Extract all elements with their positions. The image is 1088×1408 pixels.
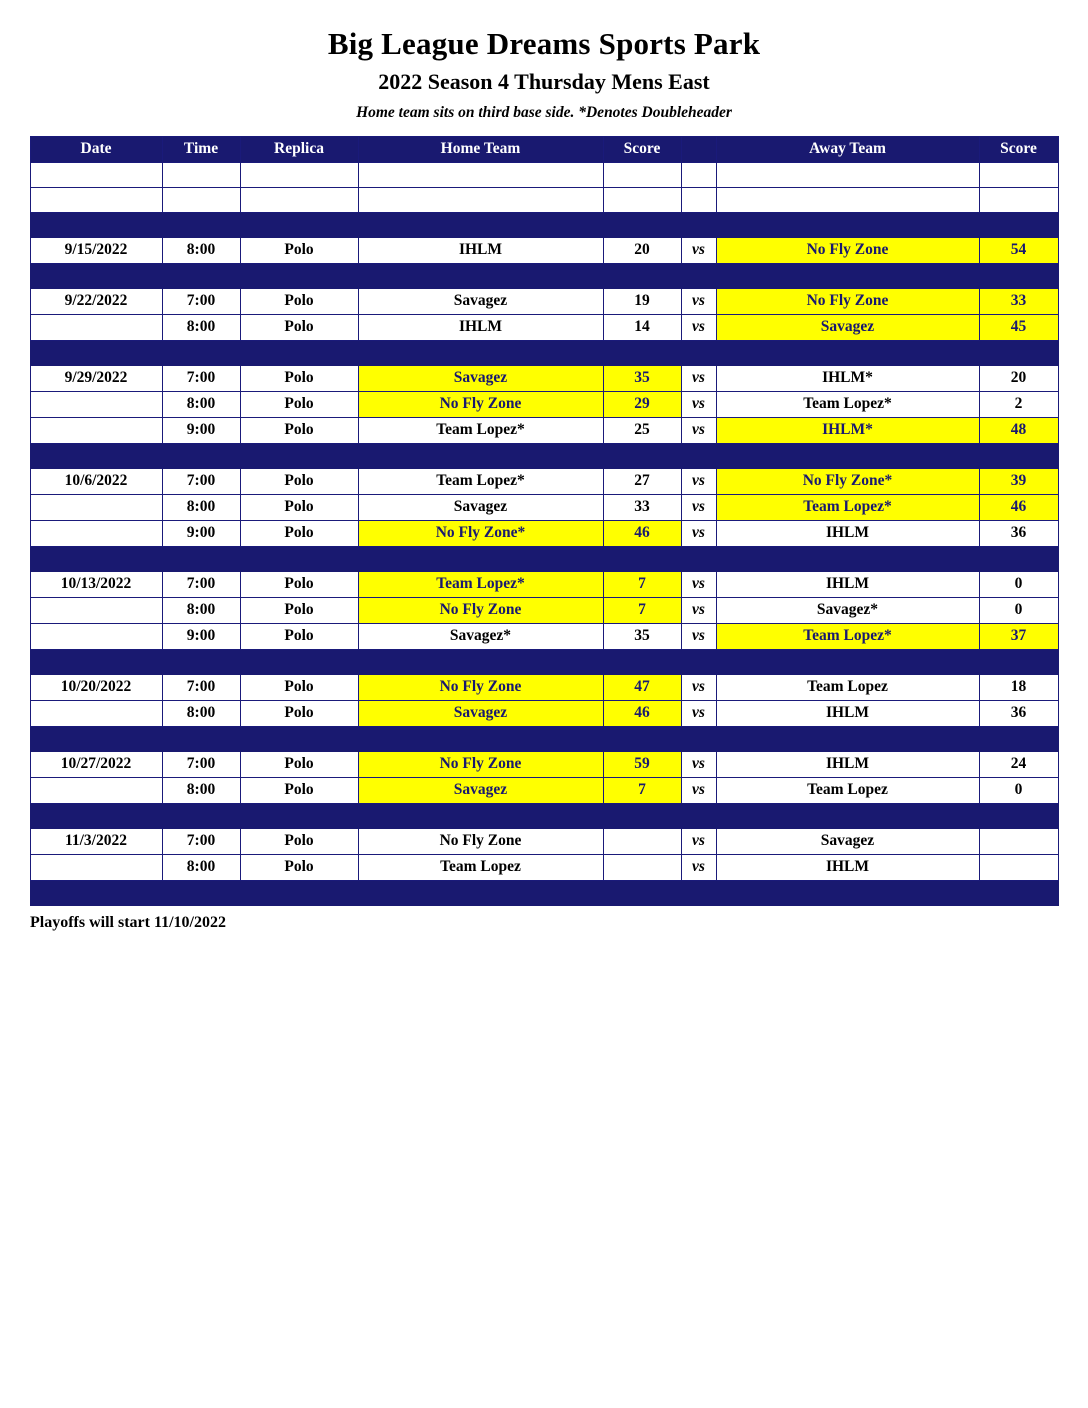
cell-home: Savagez: [358, 365, 603, 391]
separator-cell: [240, 880, 358, 905]
column-header-time: Time: [162, 136, 240, 162]
separator-cell: [30, 649, 162, 674]
blank-cell: [979, 162, 1058, 187]
table-row: [30, 597, 1058, 623]
cell-home: IHLM: [358, 314, 603, 340]
separator-cell: [30, 803, 162, 828]
page-subtitle: 2022 Season 4 Thursday Mens East: [378, 68, 710, 94]
cell-away_score: [979, 828, 1058, 854]
cell-away: Team Lopez: [716, 777, 979, 803]
separator-cell: [681, 546, 716, 571]
separator-row: [30, 443, 1058, 468]
separator-cell: [979, 649, 1058, 674]
separator-cell: [30, 263, 162, 288]
separator-row: [30, 263, 1058, 288]
separator-cell: [603, 443, 681, 468]
separator-cell: [681, 726, 716, 751]
cell-replica: Polo: [240, 597, 358, 623]
cell-date: 9/29/2022: [30, 365, 162, 391]
cell-away_score: 54: [979, 237, 1058, 263]
blank-cell: [716, 162, 979, 187]
table-row: [30, 828, 1058, 854]
cell-replica: Polo: [240, 674, 358, 700]
separator-cell: [162, 212, 240, 237]
cell-home: Team Lopez: [358, 854, 603, 880]
separator-cell: [358, 880, 603, 905]
cell-home_score: [603, 828, 681, 854]
cell-away_score: 37: [979, 623, 1058, 649]
cell-home_score: 25: [603, 417, 681, 443]
cell-away: Team Lopez*: [716, 623, 979, 649]
blank-cell: [358, 187, 603, 212]
cell-away_score: 0: [979, 571, 1058, 597]
separator-cell: [30, 212, 162, 237]
separator-cell: [716, 649, 979, 674]
blank-cell: [716, 187, 979, 212]
column-header-home-score: Score: [603, 136, 681, 162]
cell-time: 8:00: [162, 494, 240, 520]
cell-replica: Polo: [240, 417, 358, 443]
separator-cell: [30, 726, 162, 751]
separator-cell: [162, 263, 240, 288]
separator-cell: [603, 880, 681, 905]
cell-away_score: 0: [979, 777, 1058, 803]
blank-cell: [162, 187, 240, 212]
separator-cell: [358, 649, 603, 674]
separator-cell: [979, 726, 1058, 751]
cell-home: No Fly Zone: [358, 828, 603, 854]
separator-cell: [979, 546, 1058, 571]
cell-vs: vs: [681, 854, 716, 880]
cell-vs: vs: [681, 674, 716, 700]
separator-cell: [716, 803, 979, 828]
cell-home_score: 20: [603, 237, 681, 263]
blank-row: [30, 187, 1058, 212]
cell-vs: vs: [681, 597, 716, 623]
separator-cell: [30, 546, 162, 571]
cell-away: IHLM: [716, 520, 979, 546]
separator-cell: [30, 443, 162, 468]
cell-vs: vs: [681, 391, 716, 417]
separator-cell: [681, 212, 716, 237]
cell-home: IHLM: [358, 237, 603, 263]
table-row: [30, 571, 1058, 597]
column-header-away-score: Score: [979, 136, 1058, 162]
table-row: [30, 751, 1058, 777]
table-row: [30, 520, 1058, 546]
cell-date: [30, 854, 162, 880]
table-row: [30, 391, 1058, 417]
separator-cell: [716, 263, 979, 288]
cell-vs: vs: [681, 365, 716, 391]
cell-away: Team Lopez*: [716, 391, 979, 417]
separator-cell: [162, 726, 240, 751]
cell-replica: Polo: [240, 571, 358, 597]
separator-cell: [603, 803, 681, 828]
cell-replica: Polo: [240, 237, 358, 263]
cell-away_score: 36: [979, 520, 1058, 546]
cell-time: 8:00: [162, 391, 240, 417]
cell-replica: Polo: [240, 314, 358, 340]
cell-vs: vs: [681, 468, 716, 494]
cell-time: 8:00: [162, 854, 240, 880]
table-row: [30, 854, 1058, 880]
footer-note: Playoffs will start 11/10/2022: [30, 913, 226, 931]
blank-cell: [603, 162, 681, 187]
cell-away: IHLM: [716, 571, 979, 597]
cell-away_score: 33: [979, 288, 1058, 314]
cell-vs: vs: [681, 777, 716, 803]
separator-row: [30, 649, 1058, 674]
table-row: [30, 494, 1058, 520]
cell-home_score: 27: [603, 468, 681, 494]
cell-date: 10/6/2022: [30, 468, 162, 494]
separator-cell: [358, 263, 603, 288]
blank-cell: [30, 162, 162, 187]
cell-away: Savagez*: [716, 597, 979, 623]
table-row: [30, 288, 1058, 314]
cell-time: 9:00: [162, 520, 240, 546]
cell-home_score: 47: [603, 674, 681, 700]
cell-away: No Fly Zone: [716, 288, 979, 314]
cell-away_score: 18: [979, 674, 1058, 700]
cell-vs: vs: [681, 571, 716, 597]
cell-home_score: 7: [603, 571, 681, 597]
table-row: [30, 314, 1058, 340]
table-row: [30, 674, 1058, 700]
cell-vs: vs: [681, 520, 716, 546]
cell-away_score: 39: [979, 468, 1058, 494]
cell-away: Team Lopez*: [716, 494, 979, 520]
blank-cell: [162, 162, 240, 187]
separator-row: [30, 726, 1058, 751]
cell-away: Team Lopez: [716, 674, 979, 700]
cell-home_score: 29: [603, 391, 681, 417]
separator-cell: [603, 649, 681, 674]
cell-replica: Polo: [240, 777, 358, 803]
cell-away: IHLM*: [716, 417, 979, 443]
cell-home: No Fly Zone: [358, 597, 603, 623]
page-title: Big League Dreams Sports Park: [327, 26, 761, 61]
cell-vs: vs: [681, 494, 716, 520]
cell-date: [30, 623, 162, 649]
separator-cell: [358, 212, 603, 237]
cell-home: No Fly Zone: [358, 674, 603, 700]
cell-home: No Fly Zone: [358, 391, 603, 417]
table-row: [30, 365, 1058, 391]
cell-home: No Fly Zone: [358, 751, 603, 777]
separator-cell: [240, 212, 358, 237]
cell-away_score: 2: [979, 391, 1058, 417]
cell-home: Savagez: [358, 777, 603, 803]
cell-date: 9/15/2022: [30, 237, 162, 263]
cell-date: 11/3/2022: [30, 828, 162, 854]
separator-cell: [716, 546, 979, 571]
cell-vs: vs: [681, 237, 716, 263]
separator-cell: [681, 340, 716, 365]
separator-cell: [603, 340, 681, 365]
table-row: [30, 623, 1058, 649]
separator-cell: [716, 443, 979, 468]
separator-cell: [240, 649, 358, 674]
cell-away_score: 48: [979, 417, 1058, 443]
cell-time: 8:00: [162, 237, 240, 263]
separator-cell: [358, 340, 603, 365]
separator-cell: [358, 443, 603, 468]
cell-home: Savagez: [358, 288, 603, 314]
column-header-vs: [681, 136, 716, 162]
separator-cell: [358, 803, 603, 828]
separator-cell: [603, 546, 681, 571]
table-row: [30, 417, 1058, 443]
separator-cell: [240, 340, 358, 365]
cell-vs: vs: [681, 700, 716, 726]
cell-away: IHLM*: [716, 365, 979, 391]
separator-cell: [681, 263, 716, 288]
cell-replica: Polo: [240, 365, 358, 391]
separator-cell: [240, 546, 358, 571]
schedule-table: [30, 136, 1059, 906]
cell-time: 9:00: [162, 623, 240, 649]
separator-cell: [979, 803, 1058, 828]
separator-row: [30, 212, 1058, 237]
cell-replica: Polo: [240, 494, 358, 520]
cell-home_score: 19: [603, 288, 681, 314]
separator-row: [30, 340, 1058, 365]
cell-replica: Polo: [240, 391, 358, 417]
cell-replica: Polo: [240, 468, 358, 494]
separator-cell: [716, 880, 979, 905]
cell-time: 8:00: [162, 314, 240, 340]
separator-cell: [603, 726, 681, 751]
cell-vs: vs: [681, 751, 716, 777]
document-header: [0, 0, 1088, 123]
separator-cell: [358, 726, 603, 751]
cell-time: 9:00: [162, 417, 240, 443]
cell-home: Team Lopez*: [358, 468, 603, 494]
table-body: [30, 162, 1058, 905]
separator-cell: [716, 340, 979, 365]
blank-cell: [240, 162, 358, 187]
separator-row: [30, 546, 1058, 571]
blank-cell: [979, 187, 1058, 212]
blank-cell: [240, 187, 358, 212]
cell-time: 8:00: [162, 777, 240, 803]
cell-time: 7:00: [162, 674, 240, 700]
blank-cell: [681, 162, 716, 187]
cell-home_score: 14: [603, 314, 681, 340]
cell-date: 10/27/2022: [30, 751, 162, 777]
column-header-date: Date: [30, 136, 162, 162]
cell-away_score: 0: [979, 597, 1058, 623]
cell-home_score: 59: [603, 751, 681, 777]
cell-replica: Polo: [240, 700, 358, 726]
cell-home_score: 46: [603, 700, 681, 726]
cell-home_score: 7: [603, 777, 681, 803]
separator-cell: [716, 726, 979, 751]
cell-time: 7:00: [162, 571, 240, 597]
cell-home_score: 7: [603, 597, 681, 623]
separator-cell: [979, 212, 1058, 237]
separator-cell: [603, 263, 681, 288]
cell-away: IHLM: [716, 700, 979, 726]
cell-home: Team Lopez*: [358, 417, 603, 443]
cell-away: IHLM: [716, 854, 979, 880]
separator-cell: [162, 880, 240, 905]
cell-replica: Polo: [240, 520, 358, 546]
cell-date: [30, 700, 162, 726]
cell-home_score: [603, 854, 681, 880]
separator-cell: [30, 880, 162, 905]
cell-replica: Polo: [240, 828, 358, 854]
cell-replica: Polo: [240, 854, 358, 880]
cell-home: Team Lopez*: [358, 571, 603, 597]
blank-row: [30, 162, 1058, 187]
cell-time: 7:00: [162, 828, 240, 854]
separator-cell: [681, 803, 716, 828]
separator-row: [30, 880, 1058, 905]
cell-home: No Fly Zone*: [358, 520, 603, 546]
cell-date: [30, 391, 162, 417]
cell-date: [30, 417, 162, 443]
blank-cell: [681, 187, 716, 212]
cell-date: 10/13/2022: [30, 571, 162, 597]
separator-cell: [716, 212, 979, 237]
cell-replica: Polo: [240, 623, 358, 649]
cell-time: 8:00: [162, 700, 240, 726]
separator-cell: [681, 880, 716, 905]
cell-time: 7:00: [162, 468, 240, 494]
separator-cell: [162, 443, 240, 468]
column-header-home-team: Home Team: [358, 136, 603, 162]
cell-away: No Fly Zone*: [716, 468, 979, 494]
column-header-away-team: Away Team: [716, 136, 979, 162]
cell-away_score: 36: [979, 700, 1058, 726]
cell-vs: vs: [681, 623, 716, 649]
separator-cell: [358, 546, 603, 571]
cell-away_score: 20: [979, 365, 1058, 391]
blank-cell: [603, 187, 681, 212]
separator-cell: [162, 546, 240, 571]
cell-vs: vs: [681, 288, 716, 314]
cell-date: 10/20/2022: [30, 674, 162, 700]
cell-time: 8:00: [162, 597, 240, 623]
cell-date: [30, 314, 162, 340]
separator-cell: [162, 340, 240, 365]
separator-cell: [603, 212, 681, 237]
separator-cell: [240, 803, 358, 828]
cell-away_score: [979, 854, 1058, 880]
cell-replica: Polo: [240, 751, 358, 777]
cell-away: No Fly Zone: [716, 237, 979, 263]
separator-cell: [30, 340, 162, 365]
cell-home_score: 35: [603, 623, 681, 649]
blank-cell: [358, 162, 603, 187]
cell-home_score: 33: [603, 494, 681, 520]
separator-row: [30, 803, 1058, 828]
cell-home_score: 46: [603, 520, 681, 546]
cell-home: Savagez*: [358, 623, 603, 649]
table-row: [30, 237, 1058, 263]
table-header-row: [30, 136, 1058, 162]
separator-cell: [681, 649, 716, 674]
page-note: Home team sits on third base side. *Denotes Doubleheader: [356, 103, 732, 121]
cell-date: [30, 777, 162, 803]
separator-cell: [240, 726, 358, 751]
separator-cell: [979, 880, 1058, 905]
table-row: [30, 700, 1058, 726]
cell-date: [30, 494, 162, 520]
separator-cell: [979, 263, 1058, 288]
cell-time: 7:00: [162, 751, 240, 777]
cell-vs: vs: [681, 828, 716, 854]
cell-time: 7:00: [162, 365, 240, 391]
table-row: [30, 468, 1058, 494]
separator-cell: [979, 443, 1058, 468]
blank-cell: [30, 187, 162, 212]
column-header-replica: Replica: [240, 136, 358, 162]
cell-date: 9/22/2022: [30, 288, 162, 314]
separator-cell: [681, 443, 716, 468]
cell-vs: vs: [681, 314, 716, 340]
table-row: [30, 777, 1058, 803]
separator-cell: [162, 803, 240, 828]
cell-date: [30, 520, 162, 546]
cell-away_score: 24: [979, 751, 1058, 777]
cell-away: Savagez: [716, 828, 979, 854]
cell-home: Savagez: [358, 494, 603, 520]
cell-replica: Polo: [240, 288, 358, 314]
separator-cell: [240, 443, 358, 468]
cell-date: [30, 597, 162, 623]
separator-cell: [162, 649, 240, 674]
cell-home: Savagez: [358, 700, 603, 726]
cell-away: Savagez: [716, 314, 979, 340]
cell-vs: vs: [681, 417, 716, 443]
cell-time: 7:00: [162, 288, 240, 314]
cell-away_score: 46: [979, 494, 1058, 520]
separator-cell: [240, 263, 358, 288]
cell-away: IHLM: [716, 751, 979, 777]
cell-home_score: 35: [603, 365, 681, 391]
separator-cell: [979, 340, 1058, 365]
cell-away_score: 45: [979, 314, 1058, 340]
